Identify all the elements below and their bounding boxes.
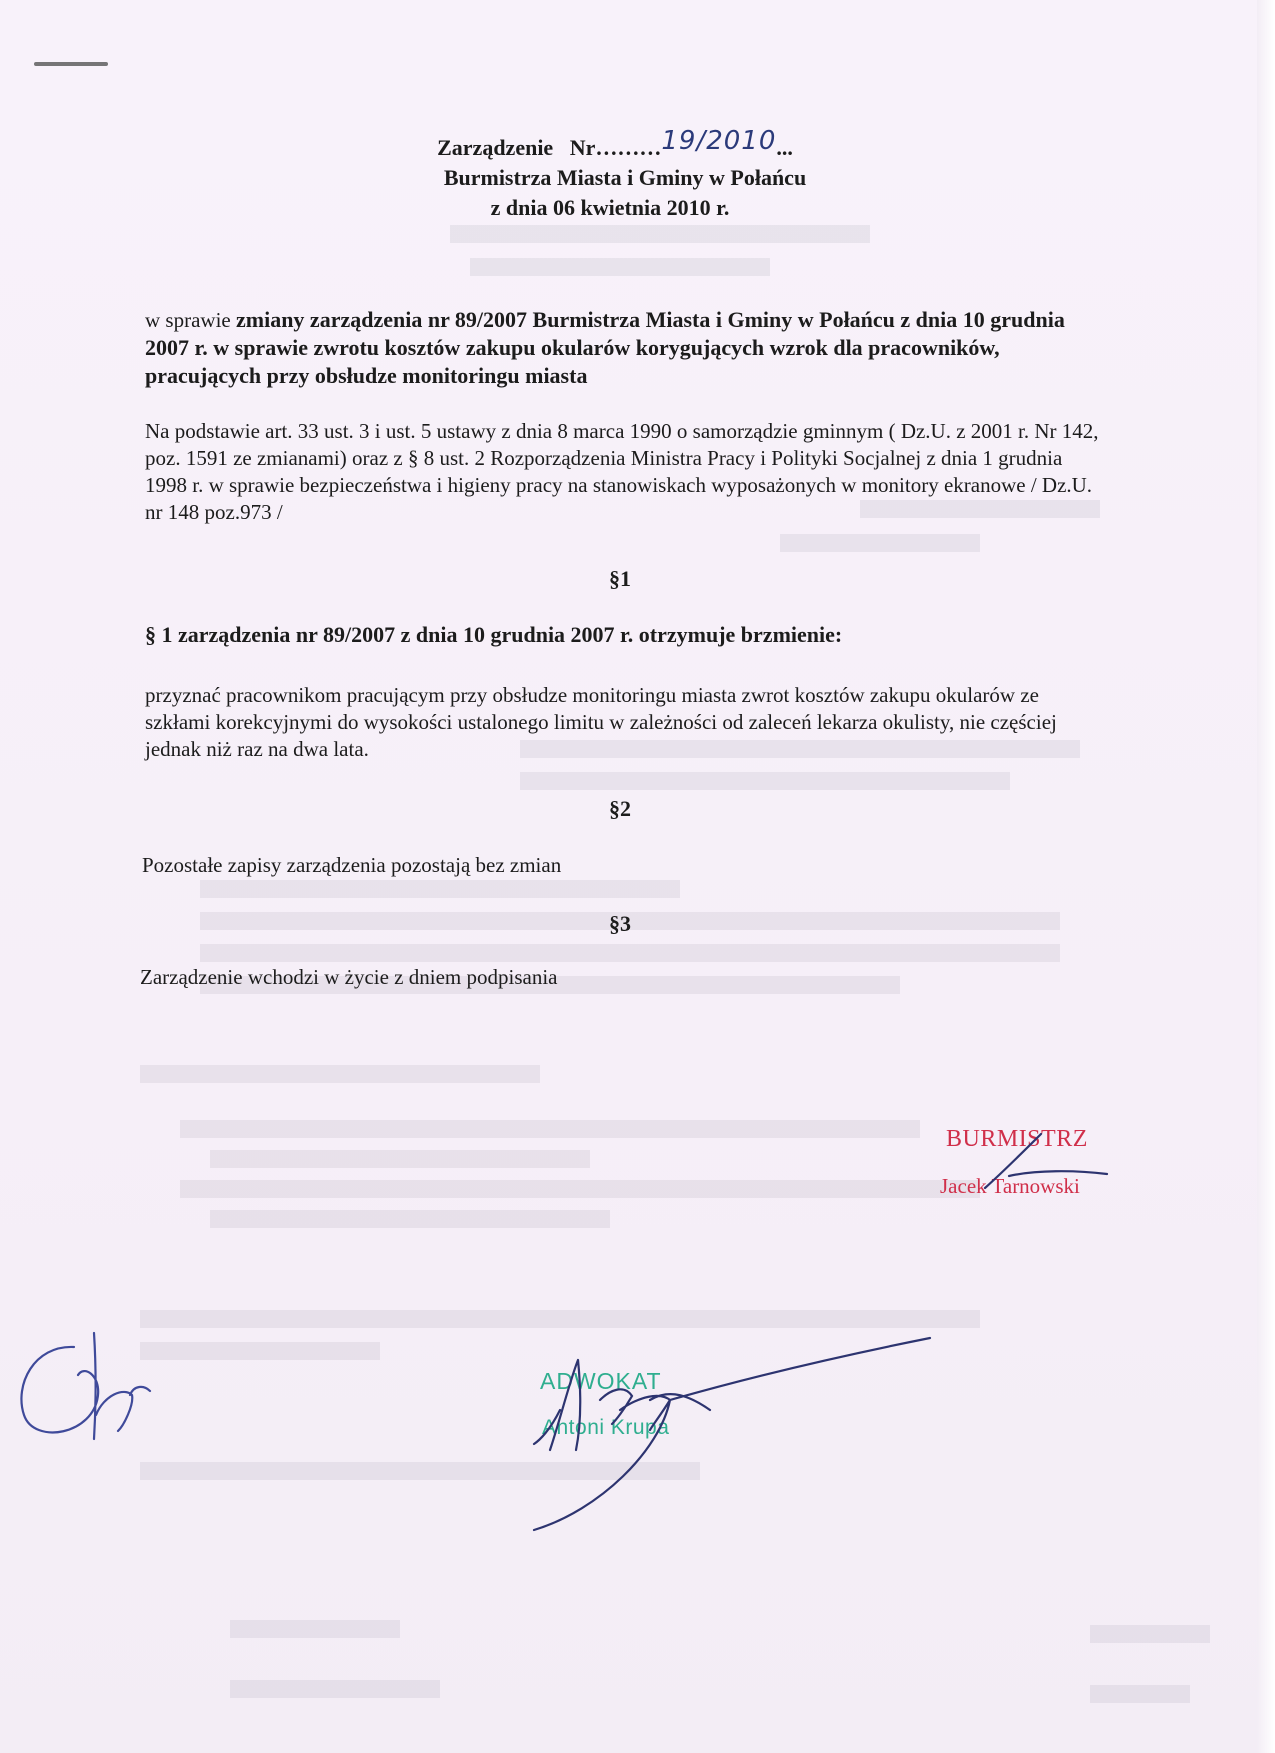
initials-signature [14, 1335, 154, 1455]
number-prefix: Nr [569, 135, 596, 160]
section-1-text: przyznać pracownikom pracującym przy obsłudze monitoringu miasta zwrot kosztów zakupu okularów ze szkłami korekcyjnymi do wysokości ustalonego limitu w zależności od zaleceń lekarza okulisty, nie częściej jednak niż raz na dwa lata. [145, 683, 1057, 761]
advocate-stamp-title: ADWOKAT [540, 1368, 662, 1394]
section-2-text: Pozostałe zapisy zarządzenia pozostają bez zmian [142, 853, 562, 877]
mayor-stamp-name: Jacek Tarnowski [940, 1174, 1080, 1198]
section-2-mark: §2 [609, 796, 631, 821]
scan-mark [34, 62, 108, 66]
subject-text: zmiany zarządzenia nr 89/2007 Burmistrza Miasta i Gminy w Połańcu z dnia 10 grudnia 2007 r. w sprawie zwrotu kosztów zakupu okularów korygujących wzrok dla pracowników, pracujących przy obsłudze monitoringu miasta [145, 307, 1065, 388]
section-3-mark: §3 [609, 911, 631, 936]
handwritten-number: 19/2010 [661, 126, 777, 156]
subject-paragraph [145, 306, 1105, 390]
legal-basis-paragraph: Na podstawie art. 33 ust. 3 i ust. 5 ustawy z dnia 8 marca 1990 o samorządzie gminnym ( Dz.U. z 2001 r. Nr 142, poz. 1591 ze zmianami) oraz z § 8 ust. 2 Rozporządzenia Ministra Pracy i Polityki Socjalnej z dnia 1 grudnia 1998 r. w sprawie bezpieczeństwa i higieny pracy na stanowiskach wyposażonych w monitory ekranowe / Dz.U. nr 148 poz.973 / [145, 419, 1099, 524]
subject-prefix: w sprawie [145, 308, 231, 332]
title-label: Zarządzenie [437, 135, 554, 160]
number-dots: ……… [595, 135, 662, 160]
section-1-mark: §1 [609, 566, 631, 591]
advocate-stamp-name: Antoni Krupa [542, 1416, 670, 1439]
section-1-lead: § 1 zarządzenia nr 89/2007 z dnia 10 grudnia 2007 r. otrzymuje brzmienie: [145, 622, 843, 647]
advocate-signature [520, 1340, 940, 1540]
document-title [0, 126, 1240, 162]
document-date: z dnia 06 kwietnia 2010 r. [490, 195, 730, 220]
section-3-text: Zarządzenie wchodzi w życie z dniem podpisania [140, 965, 558, 989]
document-issuer: Burmistrza Miasta i Gminy w Połańcu [443, 165, 807, 190]
scan-edge [1257, 0, 1275, 1753]
number-dots-after: ... [776, 135, 793, 160]
mayor-stamp-title: BURMISTRZ [946, 1126, 1088, 1152]
mayor-signature [975, 1130, 1115, 1200]
